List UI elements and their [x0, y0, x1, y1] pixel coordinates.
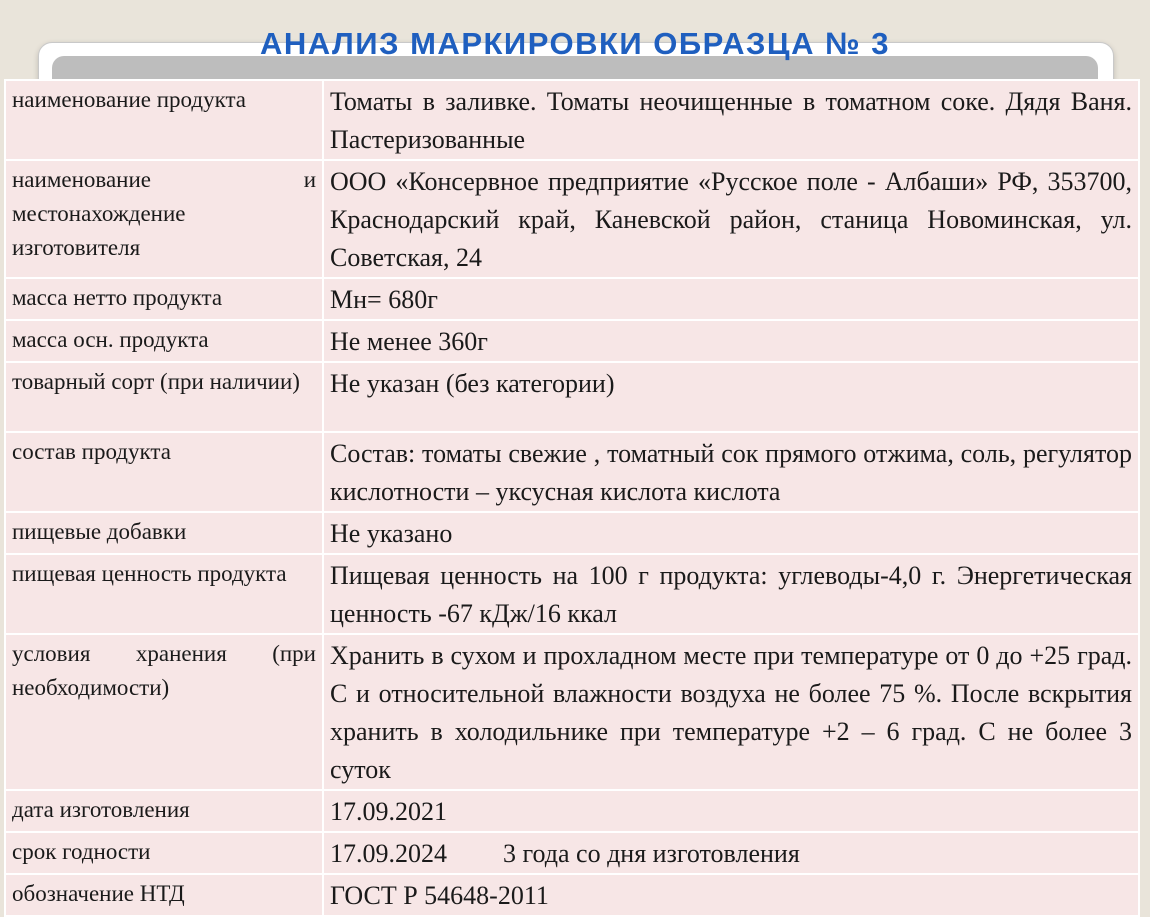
- row-label: условия хранения (при необходимости): [5, 634, 323, 790]
- row-label: состав продукта: [5, 432, 323, 512]
- table-row: [5, 874, 1139, 916]
- row-label: наименование и местонахождение изготовителя: [5, 160, 323, 278]
- row-label: масса нетто продукта: [5, 278, 323, 320]
- row-label: товарный сорт (при наличии): [5, 362, 323, 432]
- table-row: [5, 790, 1139, 832]
- expiry-date: 17.09.2024: [330, 839, 447, 868]
- table-row: [5, 320, 1139, 362]
- table-row: [5, 634, 1139, 790]
- table-row: [5, 832, 1139, 874]
- table-row: [5, 554, 1139, 634]
- table-row: [5, 432, 1139, 512]
- row-value: Хранить в сухом и прохладном месте при температуре от 0 до +25 град. С и относительной влажности воздуха не более 75 %. После вскрытия хранить в холодильнике при температуре +2 – 6 град. С не более 3 суток: [323, 634, 1139, 790]
- row-value: [323, 832, 1139, 874]
- table-row: [5, 80, 1139, 160]
- row-label: обозначение НТД: [5, 874, 323, 916]
- row-label: пищевая ценность продукта: [5, 554, 323, 634]
- row-value: Пищевая ценность на 100 г продукта: углеводы-4,0 г. Энергетическая ценность -67 кДж/16 ккал: [323, 554, 1139, 634]
- row-value: Не менее 360г: [323, 320, 1139, 362]
- shelf-life-note: 3 года со дня изготовления: [503, 839, 800, 868]
- row-label: дата изготовления: [5, 790, 323, 832]
- table-row: [5, 278, 1139, 320]
- row-label: срок годности: [5, 832, 323, 874]
- row-value: ООО «Консервное предприятие «Русское поле - Албаши» РФ, 353700, Краснодарский край, Каневской район, станица Новоминская, ул. Советская, 24: [323, 160, 1139, 278]
- row-value: Состав: томаты свежие , томатный сок прямого отжима, соль, регулятор кислотности – уксусная кислота кислота: [323, 432, 1139, 512]
- table-row: [5, 512, 1139, 554]
- row-value: Мн= 680г: [323, 278, 1139, 320]
- row-value: Томаты в заливке. Томаты неочищенные в томатном соке. Дядя Ваня. Пастеризованные: [323, 80, 1139, 160]
- row-label: пищевые добавки: [5, 512, 323, 554]
- row-value: Не указано: [323, 512, 1139, 554]
- table-row: [5, 160, 1139, 278]
- row-value: 17.09.2021: [323, 790, 1139, 832]
- slide-title: АНАЛИЗ МАРКИРОВКИ ОБРАЗЦА № 3: [260, 26, 890, 61]
- row-label: масса осн. продукта: [5, 320, 323, 362]
- marking-analysis-table: [4, 79, 1140, 917]
- row-value: ГОСТ Р 54648-2011: [323, 874, 1139, 916]
- table-row: [5, 362, 1139, 432]
- row-label: наименование продукта: [5, 80, 323, 160]
- row-value: Не указан (без категории): [323, 362, 1139, 432]
